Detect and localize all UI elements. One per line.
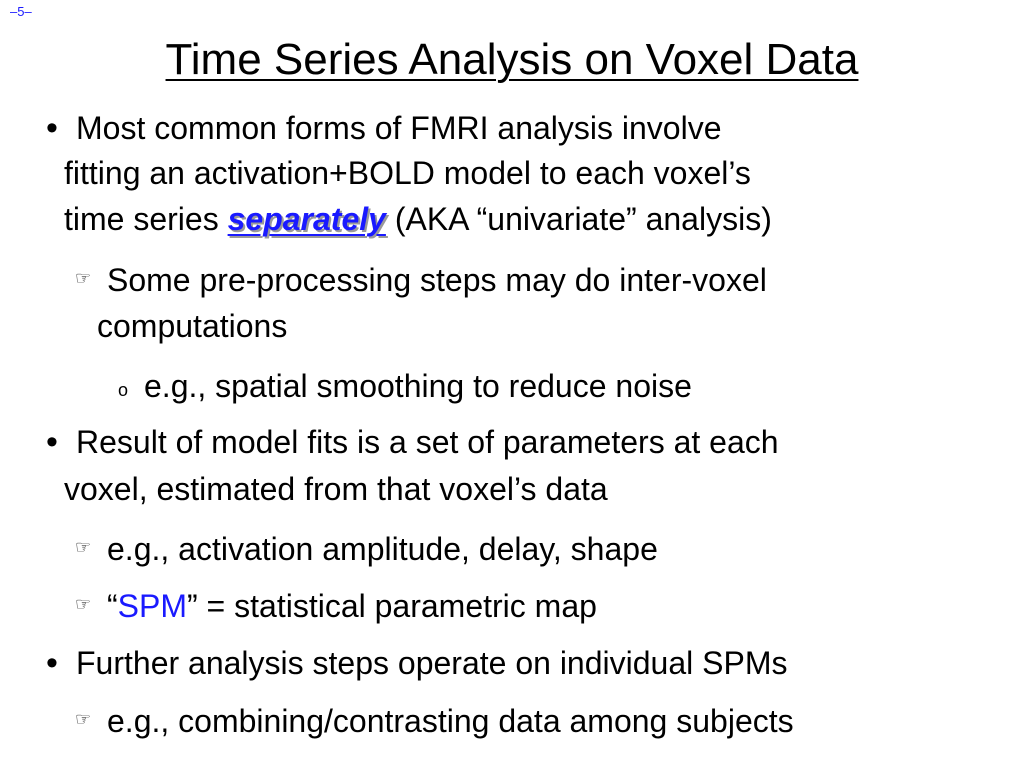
bullet-1-text-3-pre: time series	[64, 201, 228, 237]
separately-emphasis: separately	[227, 201, 386, 237]
pointing-hand-icon: ☞	[75, 537, 92, 557]
subbullet-1-1-line-2	[97, 304, 287, 349]
spm-term: SPM	[117, 588, 187, 624]
subbullet-1-1-line-1	[75, 258, 767, 303]
bullet-2-text-2: voxel, estimated from that voxel’s data	[64, 471, 608, 507]
subbullet-2-2	[75, 584, 597, 629]
bullet-dot-icon: •	[46, 644, 58, 682]
bullet-dot-icon: •	[46, 423, 58, 461]
bullet-1-line-3	[64, 197, 772, 242]
subbullet-2-2-rest: ” = statistical parametric map	[187, 588, 597, 624]
bullet-1-line-2	[64, 151, 751, 196]
bullet-2-line-1	[46, 420, 779, 465]
subbullet-3-1	[75, 699, 794, 744]
subsubbullet-1-1-1	[118, 364, 692, 409]
pointing-hand-icon: ☞	[75, 268, 92, 288]
slide-title	[0, 30, 1024, 90]
subbullet-2-1	[75, 527, 658, 572]
page-number: –5–	[10, 4, 32, 19]
bullet-2-line-2	[64, 467, 608, 512]
subbullet-3-1-text: e.g., combining/contrasting data among subjects	[107, 703, 794, 739]
bullet-1-text-3-post: (AKA “univariate” analysis)	[385, 201, 772, 237]
circle-bullet-icon: o	[118, 380, 129, 400]
subbullet-2-1-text: e.g., activation amplitude, delay, shape	[107, 531, 658, 567]
bullet-2-text-1: Result of model fits is a set of parameters at each	[76, 424, 779, 460]
subbullet-1-1-text-1: Some pre-processing steps may do inter-voxel	[107, 262, 767, 298]
bullet-3-text: Further analysis steps operate on individual SPMs	[76, 645, 788, 681]
bullet-1-text-2: fitting an activation+BOLD model to each voxel’s	[64, 155, 751, 191]
bullet-dot-icon: •	[46, 109, 58, 147]
subbullet-1-1-text-2: computations	[97, 308, 288, 344]
bullet-1-text-1: Most common forms of FMRI analysis involve	[76, 110, 722, 146]
bullet-3	[46, 641, 788, 686]
bullet-1-line-1	[46, 106, 722, 151]
pointing-hand-icon: ☞	[75, 594, 92, 614]
pointing-hand-icon: ☞	[75, 709, 92, 729]
subsubbullet-1-1-1-text: e.g., spatial smoothing to reduce noise	[144, 368, 692, 404]
subbullet-2-2-open-quote: “	[107, 588, 118, 624]
slide-title-text: Time Series Analysis on Voxel Data	[165, 35, 859, 84]
